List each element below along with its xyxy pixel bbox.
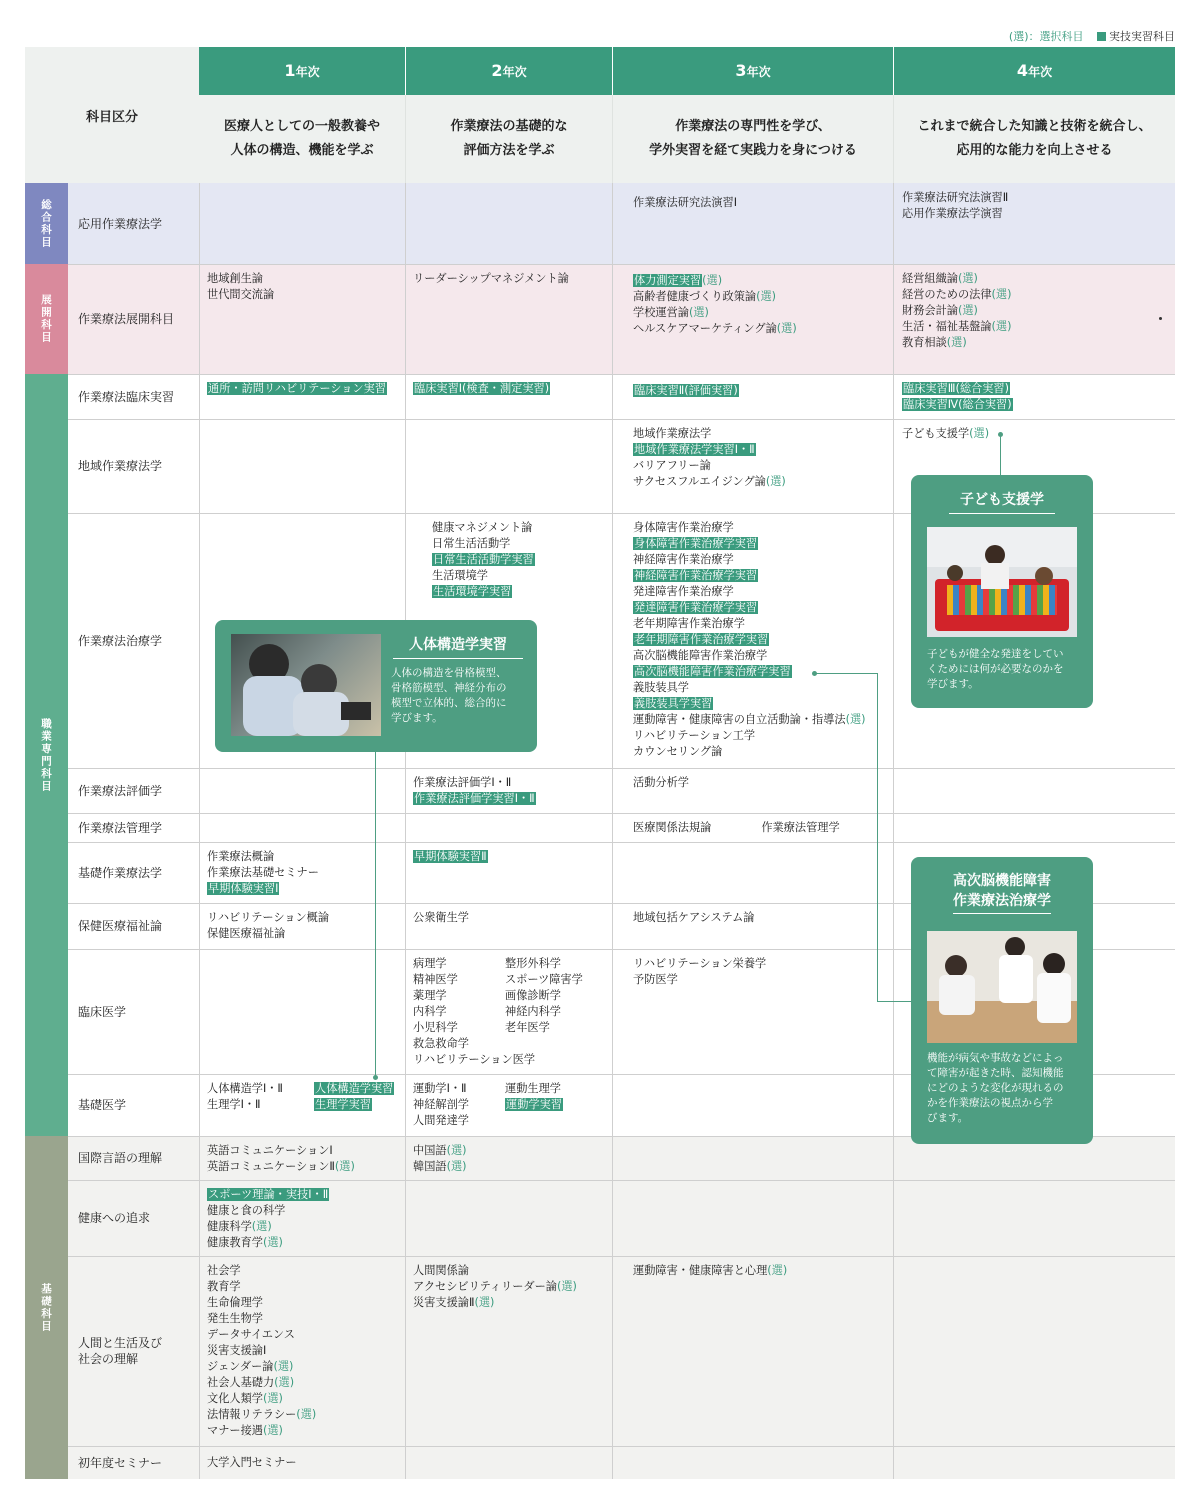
connector-line [877,1001,911,1002]
row-label: 作業療法評価学 [78,783,163,798]
koji-card [911,857,1093,1144]
course-cell: 病理学 精神医学 薬理学 内科学 小児科学 救急救命学 リハビリテーション医学 [413,957,536,1066]
course-cell: 臨床実習Ⅱ(評価実習) [634,384,738,397]
course-cell: 子ども支援学(選) [902,427,990,440]
row-label: 作業療法展開科目 [78,312,175,326]
category-header [25,47,199,183]
year-4-header: 4年次 [894,47,1175,95]
connector-line [815,673,877,674]
row-label: 作業療法管理学 [78,820,163,835]
course-cell: 経営組織論(選) 経営のための法律(選) 財務会計論(選) 生活・福祉基盤論(選) 教育相談(選) [902,272,1012,349]
course-cell: 人体構造学実習 生理学実習 [315,1082,394,1111]
row-label: 基礎作業療法学 [78,865,163,880]
legend-selective: (選)：選択科目 [1008,30,1084,43]
course-cell: 社会学 教育学 生命倫理学 発生生物学 データサイエンス 災害支援論Ⅰ ジェンダー論(選) 社会人基礎力(選) 文化人類学(選) 法情報リテラシー(選) マナー接遇(選) [207,1264,317,1437]
kodomo-card [911,475,1093,708]
jintai-card [215,620,537,752]
course-cell: 作業療法研究法演習Ⅱ 応用作業療法学演習 [902,191,1009,220]
course-cell: 地域包括ケアシステム論 [633,911,755,924]
course-cell: 整形外科学 スポーツ障害学 画像診断学 神経内科学 老年医学 [505,957,583,1034]
year-4-goal: これまで統合した知識と技術を統合し、 応用的な能力を向上させる [894,95,1175,183]
course-cell: 臨床実習Ⅰ(検査・測定実習) [414,382,550,395]
course-cell: リーダーシップマネジメント論 [413,272,569,285]
course-cell: 人体構造学Ⅰ・Ⅱ 生理学Ⅰ・Ⅱ [207,1082,283,1111]
course-cell: リハビリテーション栄養学 予防医学 [633,957,767,986]
legend-practical-swatch [1097,32,1106,41]
kodomo-card-title: 子ども支援学 [949,489,1055,514]
legend-practical: 実技実習科目 [1109,30,1175,43]
row-label: 健康への追求 [78,1211,151,1225]
row-label: 作業療法治療学 [78,633,163,648]
koji-photo [927,931,1077,1043]
course-cell: 大学入門セミナー [207,1456,297,1469]
legend [1009,28,1175,44]
grid-line [68,768,1175,769]
course-cell: 中国語(選) 韓国語(選) [413,1144,467,1173]
category-header-label: 科目区分 [85,109,138,125]
course-cell: 地域創生論 世代間交流論 [207,272,275,301]
row-label: 地域作業療法学 [78,459,163,473]
band-tenkai: 展開科目 [25,264,68,374]
course-cell: 作業療法研究法演習Ⅰ [633,196,737,209]
row-label: 国際言語の理解 [78,1151,163,1165]
course-cell: 健康マネジメント論 日常生活活動学 日常生活活動学実習 生活環境学 生活環境学実習 [432,521,534,598]
course-cell: 活動分析学 [633,776,689,789]
course-cell: 作業療法評価学Ⅰ・Ⅱ 作業療法評価学実習Ⅰ・Ⅱ [413,776,535,805]
row-label: 人間と生活及び 社会の理解 [78,1336,163,1366]
row-label: 保健医療福祉論 [78,919,163,933]
course-cell: 人間関係論 アクセシビリティリーダー論(選) 災害支援論Ⅱ(選) [413,1264,577,1309]
year-2-goal: 作業療法の基礎的な 評価方法を学ぶ [406,95,612,183]
course-cell: 早期体験実習Ⅱ [414,850,487,863]
course-cell: リハビリテーション概論 保健医療福祉論 [207,911,330,940]
grid-line [612,183,613,1479]
row-label: 基礎医学 [78,1098,127,1112]
jintai-card-text: 人体の構造を骨格模型、 骨格筋模型、神経分布の 模型で立体的、総合的に 学びます。 [391,667,507,724]
course-cell: 臨床実習Ⅲ(総合実習) 臨床実習Ⅳ(総合実習) [903,382,1012,411]
year-2-header: 2年次 [406,47,612,95]
year-1-header: 1年次 [199,47,405,95]
course-cell: 通所・訪問リハビリテーション実習 [208,382,386,395]
row-label: 初年度セミナー [78,1455,163,1470]
koji-card-title: 高次脳機能障害 作業療法治療学 [921,871,1083,914]
year-3-goal: 作業療法の専門性を学び、 学外実習を経て実践力を身につける [613,95,893,183]
jintai-card-title: 人体構造学実習 [393,634,523,659]
course-cell: 公衆衛生学 [413,911,469,924]
course-cell: 運動生理学 運動学実習 [505,1082,562,1111]
connector-line [1000,435,1001,475]
course-cell: 体力測定実習(選) 高齢者健康づくり政策論(選) 学校運営論(選) ヘルスケアマーケティング論(選) [633,274,797,335]
band-sogo: 総合科目 [25,183,68,264]
course-cell: 運動学Ⅰ・Ⅱ 神経解剖学 人間発達学 [413,1082,469,1127]
row-label: 臨床医学 [78,1004,127,1019]
kodomo-photo [927,527,1077,637]
grid-line [893,95,894,183]
course-cell: 運動障害・健康障害と心理(選) [633,1264,788,1277]
grid-line [68,813,1175,814]
course-cell: 地域作業療法学 地域作業療法学実習Ⅰ・Ⅱ バリアフリー論 サクセスフルエイジング論(選) [633,427,786,488]
jintai-photo [231,634,381,736]
grid-line [405,95,406,183]
course-cell: 作業療法概論 作業療法基礎セミナー 早期体験実習Ⅰ [207,850,319,895]
connector-line [375,750,376,1076]
row-label: 作業療法臨床実習 [78,389,175,404]
course-cell: 身体障害作業治療学 身体障害作業治療学実習 神経障害作業治療学 神経障害作業治療学実習 発達障害作業治療学 発達障害作業治療学実習 老年期障害作業治療学 老年期障害作業治療学実習 高次脳機能障害作業治療学 高次脳機能障害作業治療学実習 義肢装具学 義肢装具学実習 運動障害・健康障害の自立活動論・指導法(選) リハビリテーション工学 カウンセリング論 [633,521,866,758]
year-1-goal: 医療人としての一般教養や 人体の構造、機能を学ぶ [199,95,405,183]
kodomo-card-text: 子どもが健全な発達をしてい くためには何が必要なのかを 学びます。 [927,648,1064,690]
course-cell: スポーツ理論・実技Ⅰ・Ⅱ 健康と食の科学 健康科学(選) 健康教育学(選) [207,1188,329,1249]
band-kiso: 基礎科目 [25,1136,68,1479]
koji-card-text: 機能が病気や事故などによっ て障害が起きた時、認知機能 にどのような変化が現れるの かを作業療法の視点から学 びます。 [927,1052,1064,1124]
band-shokugyo: 職業専門科目 [25,374,68,1136]
connector-line [877,673,878,1001]
year-3-header: 3年次 [613,47,893,95]
course-cell: 英語コミュニケーションⅠ 英語コミュニケーションⅡ(選) [207,1144,355,1173]
grid-line [612,95,613,183]
row-label: 応用作業療法学 [78,216,163,231]
course-cell: 医療関係法規論 作業療法管理学 [633,821,840,834]
marker-dot [1159,317,1162,320]
